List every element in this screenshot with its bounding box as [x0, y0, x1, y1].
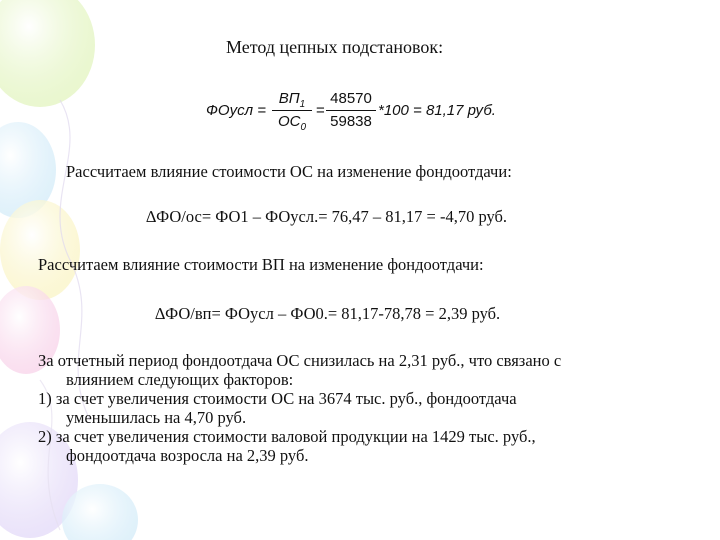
conclusion-line: 1) за счет увеличения стоимости ОС на 3674 тыс. руб., фондоотдача	[38, 389, 517, 408]
os-influence-calc: ∆ФО/ос= ФО1 – ФОусл.= 76,47 – 81,17 = -4,70 руб.	[146, 207, 508, 226]
formula-lhs: ФОусл =	[206, 102, 266, 119]
conclusion-paragraph	[38, 351, 698, 465]
conclusion-line: влиянием следующих факторов:	[66, 370, 294, 389]
conclusion-line: уменьшилась на 4,70 руб.	[66, 408, 247, 427]
vp-influence-heading: Рассчитаем влияние стоимости ВП на изменение фондоотдачи:	[38, 255, 484, 274]
numerator-subscript: 1	[299, 99, 306, 110]
vp-influence-calc: ∆ФО/вп= ФОусл – ФО0.= 81,17-78,78 = 2,39 руб.	[155, 304, 501, 323]
fraction-denominator: ОС	[277, 113, 301, 130]
fraction-numeric	[326, 88, 376, 133]
fraction-numerator: ВП	[278, 90, 300, 107]
conclusion-line: фондоотдача возросла на 2,39 руб.	[66, 446, 309, 465]
formula	[206, 88, 526, 138]
fraction-numeric-denominator: 59838	[326, 110, 376, 133]
fraction-symbolic	[272, 88, 312, 133]
denominator-subscript: 0	[300, 122, 307, 133]
os-influence-heading: Рассчитаем влияние стоимости ОС на изменение фондоотдачи:	[66, 162, 512, 181]
formula-rhs: *100 = 81,17 руб.	[378, 102, 496, 119]
conclusion-line: 2) за счет увеличения стоимости валовой продукции на 1429 тыс. руб.,	[38, 427, 536, 446]
slide-title: Метод цепных подстановок:	[226, 37, 444, 57]
formula-equals: =	[316, 102, 325, 119]
conclusion-line: За отчетный период фондоотдача ОС снизилась на 2,31 руб., что связано с	[38, 351, 562, 370]
fraction-numeric-numerator: 48570	[330, 90, 372, 107]
